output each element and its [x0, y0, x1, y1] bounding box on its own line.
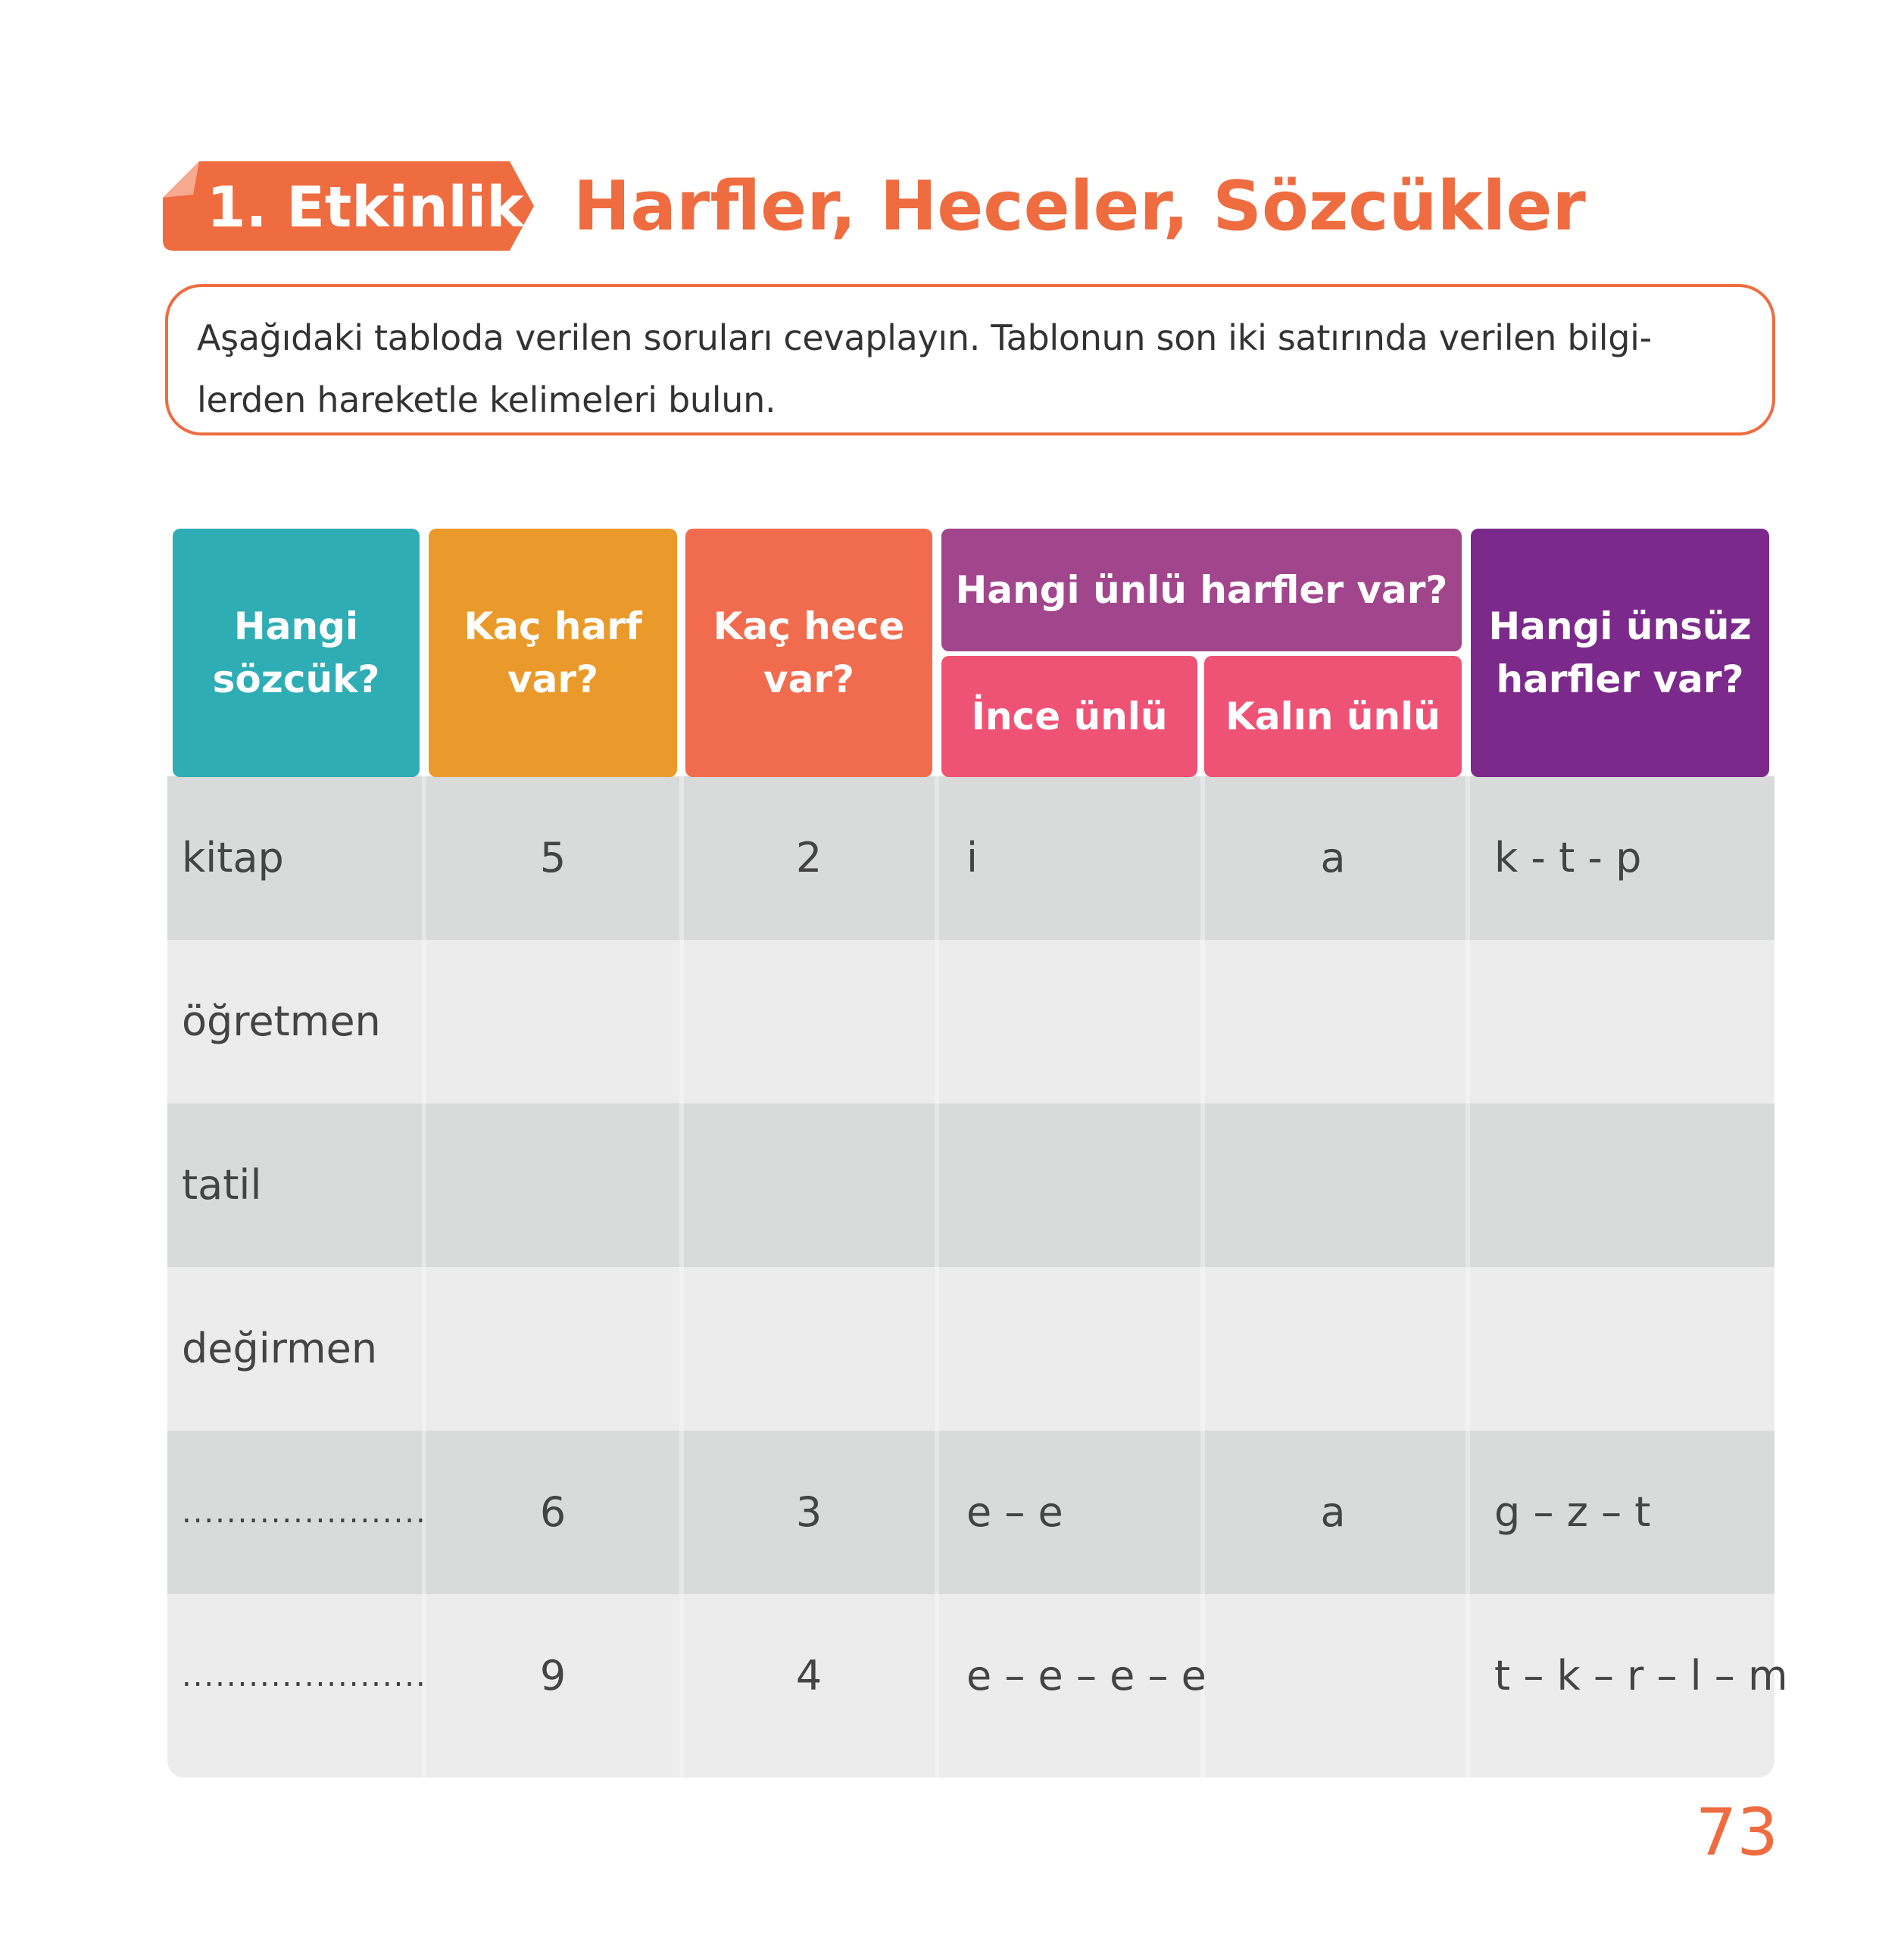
- header-front-vowel-label: İnce ünlü: [971, 695, 1168, 738]
- cell-syllables: 3: [795, 1488, 822, 1536]
- header-front-vowel: [941, 656, 1197, 777]
- page-title: Harfler, Heceler, Sözcükler: [573, 167, 1586, 246]
- cell-word-blank[interactable]: ......................: [182, 1659, 427, 1693]
- header-word: [173, 529, 420, 777]
- cell-letters: 9: [539, 1652, 567, 1700]
- header-back-vowel: [1204, 656, 1462, 777]
- cell-front-vowel: e – e: [966, 1488, 1063, 1536]
- instructions-line-2: lerden hareketle kelimeleri bulun.: [197, 379, 776, 420]
- cell-back-vowel: a: [1320, 834, 1346, 882]
- cell-back-vowel[interactable]: [1204, 1103, 1462, 1267]
- header-consonants: [1471, 529, 1769, 777]
- cell-front-vowel: e – e – e – e: [966, 1652, 1206, 1700]
- header-letter-line: var?: [507, 657, 598, 701]
- header-consonants-line: harfler var?: [1496, 657, 1744, 701]
- cell-syllables: 2: [795, 834, 822, 882]
- header-consonants-line: Hangi ünsüz: [1488, 604, 1752, 648]
- cell-word: kitap: [182, 834, 284, 882]
- activity-badge: [163, 161, 534, 251]
- column-divider: [679, 776, 684, 1778]
- header-syllable-count: [685, 529, 932, 777]
- header-letter-count: [429, 529, 677, 777]
- cell-letters[interactable]: [429, 1267, 677, 1431]
- cell-consonants: t – k – r – l – m: [1494, 1652, 1788, 1700]
- instructions-line-1: Aşağıdaki tabloda verilen soruları cevaplayın. Tablonun son iki satırında verilen bilgi-: [197, 317, 1652, 358]
- header-vowels: [941, 529, 1462, 651]
- cell-consonants: g – z – t: [1494, 1488, 1651, 1536]
- header-back-vowel-label: Kalın ünlü: [1225, 695, 1440, 738]
- instructions-box: [165, 284, 1775, 435]
- cell-back-vowel: [1204, 1594, 1462, 1758]
- header-letter-line: Kaç harf: [464, 604, 642, 648]
- table-row-band: [167, 1103, 1774, 1267]
- page-number: 73: [1695, 1795, 1778, 1871]
- cell-letters[interactable]: [429, 1103, 677, 1267]
- cell-syllables[interactable]: [685, 1103, 932, 1267]
- cell-front-vowel: i: [966, 834, 979, 882]
- cell-letters[interactable]: [429, 940, 677, 1103]
- header-syllable-line: var?: [763, 657, 854, 701]
- cell-word: değirmen: [182, 1325, 378, 1372]
- header-syllable-line: Kaç hece: [713, 604, 905, 648]
- cell-word: öğretmen: [182, 997, 381, 1045]
- cell-word-blank[interactable]: ......................: [182, 1495, 427, 1530]
- cell-back-vowel[interactable]: [1204, 940, 1462, 1103]
- cell-back-vowel: a: [1320, 1488, 1346, 1536]
- table-row-band: [167, 1267, 1774, 1431]
- cell-letters: 6: [539, 1488, 567, 1536]
- header-vowels-label: Hangi ünlü harfler var?: [955, 568, 1448, 612]
- table-row-band: [167, 940, 1774, 1103]
- activity-badge-label: 1. Etkinlik: [207, 175, 524, 240]
- cell-letters: 5: [539, 834, 567, 882]
- cell-syllables[interactable]: [685, 940, 932, 1103]
- header-word-line: sözcük?: [212, 657, 380, 701]
- cell-word: tatil: [182, 1161, 262, 1209]
- cell-back-vowel[interactable]: [1204, 1267, 1462, 1431]
- cell-syllables[interactable]: [685, 1267, 932, 1431]
- column-divider: [935, 776, 939, 1778]
- cell-syllables: 4: [795, 1652, 822, 1700]
- column-divider: [1465, 776, 1470, 1778]
- cell-consonants: k - t - p: [1494, 834, 1642, 882]
- header-word-line: Hangi: [233, 604, 359, 648]
